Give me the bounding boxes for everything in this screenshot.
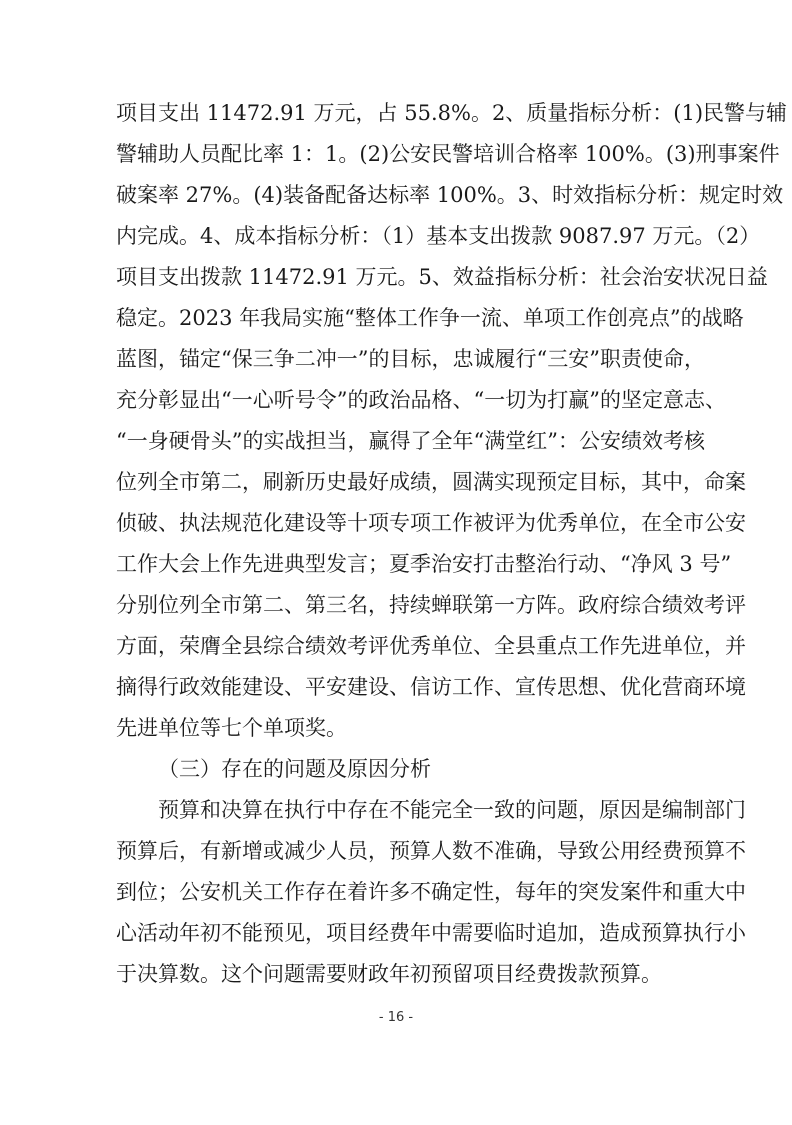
text-line: 心活动年初不能预见，项目经费年中需要临时追加，造成预算执行小 (116, 921, 746, 945)
text-line: 先进单位等七个单项奖。 (116, 716, 347, 740)
text-line: 工作大会上作先进典型发言；夏季治安打击整治行动、“净风 3 号” (116, 552, 732, 576)
text-line: 项目支出拨款 11472.91 万元。5、效益指标分析：社会治安状况日益 (116, 265, 768, 289)
section-heading: （三）存在的问题及原因分析 (158, 757, 431, 781)
text-line: 分别位列全市第二、第三名，持续蝉联第一方阵。政府综合绩效考评 (116, 593, 746, 617)
text-line: 位列全市第二，刷新历史最好成绩，圆满实现预定目标，其中，命案 (116, 470, 746, 494)
text-line: 内完成。4、成本指标分析：（1）基本支出拨款 9087.97 万元。（2） (116, 224, 761, 248)
text-line: 项目支出 11472.91 万元，占 55.8%。2、质量指标分析：(1)民警与辅 (116, 101, 788, 125)
text-line: 预算后，有新增或减少人员，预算人数不准确，导致公用经费预算不 (116, 839, 746, 863)
text-line: 破案率 27%。(4)装备配备达标率 100%。3、时效指标分析：规定时效 (116, 183, 784, 207)
page-number: - 16 - (378, 1010, 414, 1025)
text-line: 充分彰显出“一心听号令”的政治品格、“一切为打赢”的坚定意志、 (116, 388, 726, 412)
text-line: 稳定。2023 年我局实施“整体工作争一流、单项工作创亮点”的战略 (116, 306, 744, 330)
text-line: 方面，荣膺全县综合绩效考评优秀单位、全县重点工作先进单位，并 (116, 634, 746, 658)
text-line: “一身硬骨头”的实战担当，赢得了全年“满堂红”：公安绩效考核 (116, 429, 705, 453)
text-line: 摘得行政效能建设、平安建设、信访工作、宣传思想、优化营商环境 (116, 675, 746, 699)
text-line: 警辅助人员配比率 1：1。(2)公安民警培训合格率 100%。(3)刑事案件 (116, 142, 780, 166)
text-line: 侦破、执法规范化建设等十项专项工作被评为优秀单位，在全市公安 (116, 511, 746, 535)
text-line: 到位；公安机关工作存在着许多不确定性，每年的突发案件和重大中 (116, 880, 746, 904)
text-line: 预算和决算在执行中存在不能完全一致的问题，原因是编制部门 (158, 798, 746, 822)
text-line: 蓝图，锚定“保三争二冲一”的目标，忠诚履行“三安”职责使命， (116, 347, 705, 371)
text-line: 于决算数。这个问题需要财政年初预留项目经费拨款预算。 (116, 962, 662, 986)
